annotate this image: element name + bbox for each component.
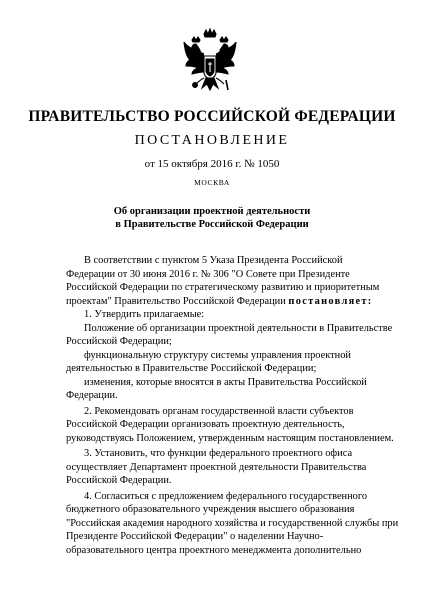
subject-line-1: Об организации проектной деятельности xyxy=(113,206,311,217)
body-line: изменения, которые вносятся в акты Правительства Российской xyxy=(84,376,367,388)
body-line: Российской Федерации по стратегическому развитию и приоритетным xyxy=(66,282,380,293)
body-line: Президенте Российской Федерации" о наделении Научно- xyxy=(66,531,324,542)
body-line: 1. Утвердить прилагаемые: xyxy=(84,309,205,320)
body-line: Российской Федерации; xyxy=(66,336,172,347)
government-title: ПРАВИТЕЛЬСТВО РОССИЙСКОЙ ФЕДЕРАЦИИ xyxy=(28,108,396,125)
document-subject xyxy=(0,205,424,231)
document-body xyxy=(66,254,399,557)
body-line: 3. Установить, что функции федерального проектного офиса xyxy=(84,448,353,459)
body-line: Федерации от 30 июня 2016 г. № 306 "О Совете при Президенте xyxy=(66,268,350,280)
body-line: осуществляет Департамент проектной деятельности Правительства xyxy=(66,461,367,473)
body-line: Российской Федерации организовать проектную деятельность, xyxy=(66,419,345,430)
body-line: бюджетного образовательного учреждения высшего образования xyxy=(66,504,355,515)
body-line: деятельностью в Правительстве Российской Федерации; xyxy=(66,363,317,374)
body-line: Российской Федерации. xyxy=(66,475,172,486)
body-line: 2. Рекомендовать органам государственной власти субъектов xyxy=(84,405,354,417)
body-line: В соответствии с пунктом 5 Указа Президента Российской xyxy=(84,255,343,266)
body-line: функциональную структуру системы управления проектной xyxy=(84,349,351,361)
subject-line-2: в Правительстве Российской Федерации xyxy=(115,219,309,230)
body-line: руководствуясь Положением, утвержденным настоящим постановлением. xyxy=(66,432,394,444)
decree-keyword: постановляет: xyxy=(288,295,373,307)
body-line xyxy=(66,295,373,309)
body-line: 4. Согласиться с предложением федерального государственного xyxy=(84,490,368,502)
body-text: проектам" Правительство Российской Федерации xyxy=(66,295,286,307)
body-line: Положение об организации проектной деятельности в Правительстве xyxy=(84,322,393,334)
body-line: "Российская академия народного хозяйства и государственной службы при xyxy=(66,517,399,529)
body-line: Федерации. xyxy=(66,390,118,401)
document-date-number: от 15 октября 2016 г. № 1050 xyxy=(144,158,280,170)
body-line: образовательного центра проектного менеджмента дополнительно xyxy=(66,544,362,556)
document-city: МОСКВА xyxy=(194,178,230,187)
document-type: ПОСТАНОВЛЕНИЕ xyxy=(134,133,290,148)
coat-of-arms-emblem xyxy=(182,28,238,94)
